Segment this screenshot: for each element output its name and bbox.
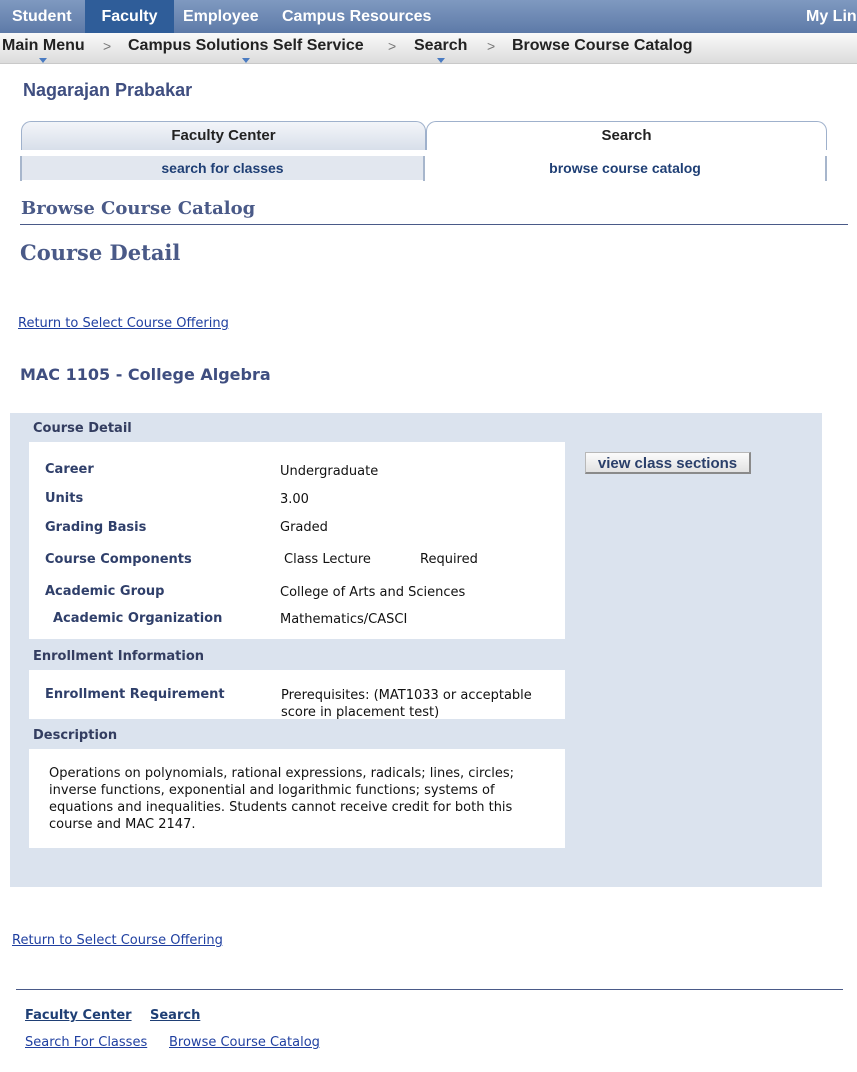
enrollment-requirement-line1: Prerequisites: (MAT1033 or acceptable — [281, 688, 532, 703]
section-header-enrollment: Enrollment Information — [33, 649, 205, 664]
grading-basis-label: Grading Basis — [45, 520, 147, 535]
grading-basis-value: Graded — [280, 520, 328, 535]
top-navigation-bar — [0, 0, 857, 33]
breadcrumb-search[interactable]: Search — [414, 37, 467, 55]
career-label: Career — [45, 462, 94, 477]
return-link-bottom[interactable]: Return to Select Course Offering — [12, 933, 223, 948]
divider — [16, 989, 843, 990]
academic-group-label: Academic Group — [45, 584, 165, 599]
divider — [20, 224, 848, 225]
chevron-down-icon — [437, 58, 445, 63]
chevron-right-icon: > — [487, 38, 496, 54]
subtab-browse-course-catalog[interactable]: browse course catalog — [425, 156, 825, 180]
academic-group-value: College of Arts and Sciences — [280, 585, 466, 600]
topnav-item-faculty[interactable]: Faculty — [85, 0, 174, 33]
academic-organization-value: Mathematics/CASCI — [280, 612, 408, 627]
enrollment-requirement-label: Enrollment Requirement — [45, 687, 225, 702]
course-components-value: Class Lecture — [284, 552, 371, 567]
topnav-item-employee[interactable]: Employee — [183, 8, 259, 25]
course-components-status: Required — [420, 552, 478, 567]
topnav-my-links[interactable]: My Lin — [806, 8, 857, 25]
topnav-item-campus-resources[interactable]: Campus Resources — [282, 8, 432, 25]
breadcrumb-browse-course-catalog: Browse Course Catalog — [512, 37, 693, 54]
topnav-item-student[interactable]: Student — [12, 8, 72, 25]
footer-link-search-for-classes[interactable]: Search For Classes — [25, 1035, 148, 1050]
section-header-description: Description — [33, 728, 118, 743]
chevron-down-icon — [39, 58, 47, 63]
section-header-course-detail: Course Detail — [33, 421, 132, 436]
academic-organization-label: Academic Organization — [53, 611, 223, 626]
view-class-sections-button[interactable]: view class sections — [585, 452, 751, 474]
tab-search[interactable]: Search — [426, 121, 827, 150]
breadcrumb-main-menu[interactable]: Main Menu — [2, 37, 85, 55]
enrollment-requirement-line2: score in placement test) — [281, 705, 440, 720]
user-name: Nagarajan Prabakar — [23, 80, 193, 100]
chevron-down-icon — [242, 58, 250, 63]
footer-link-search[interactable]: Search — [150, 1008, 201, 1023]
units-value: 3.00 — [280, 492, 309, 507]
page-subtitle: Course Detail — [20, 240, 181, 265]
course-heading: MAC 1105 - College Algebra — [20, 365, 271, 384]
subtab-search-for-classes[interactable]: search for classes — [22, 156, 423, 180]
page-title: Browse Course Catalog — [21, 198, 256, 219]
units-label: Units — [45, 491, 84, 506]
breadcrumb-campus-solutions[interactable]: Campus Solutions Self Service — [128, 37, 364, 55]
course-components-label: Course Components — [45, 552, 192, 567]
return-link-top[interactable]: Return to Select Course Offering — [18, 316, 229, 331]
tab-divider — [825, 156, 827, 181]
footer-link-faculty-center[interactable]: Faculty Center — [25, 1008, 132, 1023]
career-value: Undergraduate — [280, 464, 379, 479]
tab-faculty-center[interactable]: Faculty Center — [21, 121, 426, 150]
breadcrumb — [0, 33, 857, 64]
footer-link-browse-course-catalog[interactable]: Browse Course Catalog — [169, 1035, 320, 1050]
chevron-right-icon: > — [103, 38, 112, 54]
course-description: Operations on polynomials, rational expressions, radicals; lines, circles; inverse functions, exponential and logarithmic functions; systems of equations and inequalities. Students cannot receive credit for both this course and MAC 2147. — [49, 766, 515, 832]
chevron-right-icon: > — [388, 38, 397, 54]
